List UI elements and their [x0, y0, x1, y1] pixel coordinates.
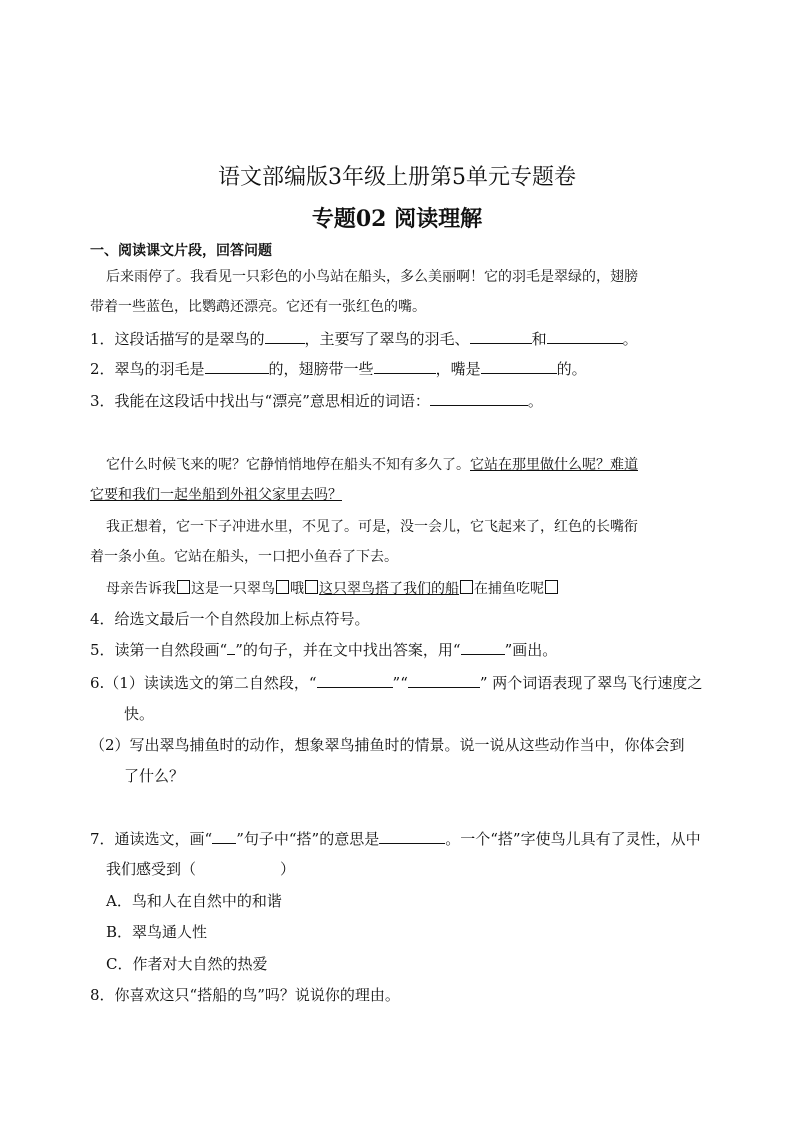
q7-text-a: 7．通读选文，画“ — [90, 830, 213, 848]
q5-text-b: ”的句子，并在文中找出答案，用“ — [235, 641, 461, 659]
question-6-part1 — [90, 672, 702, 693]
question-4: 4．给选文最后一个自然段加上标点符号。 — [90, 610, 370, 628]
q3-text-a: 3．我能在这段话中找出与“漂亮”意思相近的词语： — [90, 392, 430, 410]
q1-text-c: 和 — [531, 330, 547, 348]
passage2-p2-line1: 我正想着，它一下子冲进水里，不见了。可是，没一会儿，它飞起来了，红色的长嘴衔 — [106, 519, 638, 535]
passage1-line2: 带着一些蓝色，比鹦鹉还漂亮。它还有一张红色的嘴。 — [90, 299, 426, 315]
passage2-underlined-line2: 它要和我们一起坐船到外祖父家里去吗？ — [90, 487, 342, 503]
q1-text-a: 1．这段话描写的是翠鸟的 — [90, 330, 265, 348]
q7-option-b[interactable]: B．翠鸟通人性 — [106, 923, 208, 941]
q7-option-c[interactable]: C．作者对大自然的热爱 — [106, 955, 268, 973]
q6-text-d: 快。 — [124, 705, 155, 723]
q7-text-e: ） — [280, 860, 296, 878]
p3-text-a: 母亲告诉我 — [106, 581, 176, 597]
answer-blank[interactable] — [205, 359, 269, 374]
q6-text-c: ” 两个词语表现了翠鸟飞行速度之 — [479, 674, 703, 692]
q7-option-a[interactable]: A．鸟和人在自然中的和谐 — [106, 892, 282, 910]
answer-blank[interactable] — [470, 329, 532, 344]
underline-sample — [212, 829, 236, 844]
q2-text-b: 的，翅膀带一些 — [268, 360, 374, 378]
question-3 — [90, 390, 543, 411]
punctuation-box[interactable] — [177, 580, 190, 594]
q5-text-a: 5．读第一自然段画“ — [90, 641, 228, 659]
punctuation-box[interactable] — [305, 580, 318, 594]
p3-text-b: 这是一只翠鸟 — [191, 581, 275, 597]
q2-text-c: ，嘴是 — [435, 360, 481, 378]
passage2-p2-line2: 着一条小鱼。它站在船头，一口把小鱼吞了下去。 — [90, 549, 398, 565]
answer-blank[interactable] — [317, 673, 393, 688]
q2-text-d: 的。 — [556, 360, 587, 378]
answer-blank[interactable] — [481, 359, 557, 374]
p3-underlined-text: 这只翠鸟搭了我们的船 — [319, 581, 459, 597]
answer-blank[interactable] — [265, 329, 305, 344]
p3-text-e: 在捕鱼吃呢 — [474, 581, 544, 597]
answer-blank[interactable] — [408, 673, 480, 688]
question-2 — [90, 358, 587, 379]
q5-text-c: ”画出。 — [504, 641, 558, 659]
question-7 — [90, 828, 701, 849]
passage2-plain-text: 它什么时候飞来的呢？它静悄悄地停在船头不知有多久了。 — [106, 457, 470, 473]
document-title: 语文部编版3年级上册第5单元专题卷 — [218, 165, 576, 190]
q6-text-f: 了什么？ — [124, 767, 185, 785]
q6-text-a: 6.（1）读读选文的第二自然段，“ — [90, 674, 317, 692]
q6-text-b: ”“ — [392, 674, 408, 692]
passage2-line1 — [106, 454, 638, 474]
passage2-p3 — [106, 578, 559, 598]
q3-text-b: 。 — [527, 392, 543, 410]
punctuation-box[interactable] — [545, 580, 558, 594]
question-1 — [90, 328, 638, 349]
answer-blank[interactable] — [379, 829, 445, 844]
punctuation-box[interactable] — [276, 580, 289, 594]
passage2-underlined-text: 它站在那里做什么呢？难道 — [470, 457, 638, 473]
question-6-part2: （2）写出翠鸟捕鱼时的动作，想象翠鸟捕鱼时的情景。说一说从这些动作当中，你体会到 — [90, 736, 685, 754]
underline-sample — [461, 640, 505, 655]
section-heading: 一、阅读课文片段，回答问题 — [90, 243, 272, 259]
document-subtitle: 专题02 阅读理解 — [311, 206, 483, 232]
answer-blank[interactable] — [547, 329, 623, 344]
p3-text-c: 哦 — [290, 581, 304, 597]
q1-text-b: ，主要写了翠鸟的羽毛、 — [304, 330, 470, 348]
q2-text-a: 2．翠鸟的羽毛是 — [90, 360, 205, 378]
question-5 — [90, 639, 557, 660]
question-8: 8．你喜欢这只“搭船的鸟”吗？说说你的理由。 — [90, 986, 400, 1004]
q7-text-b: ”句子中“搭”的意思是 — [236, 830, 380, 848]
passage1-line1: 后来雨停了。我看见一只彩色的小鸟站在船头，多么美丽啊！它的羽毛是翠绿的，翅膀 — [106, 269, 638, 285]
q7-text-c: 。一个“搭”字使鸟儿具有了灵性，从中 — [445, 830, 701, 848]
question-7-line2 — [106, 858, 295, 879]
answer-blank[interactable] — [374, 359, 436, 374]
punctuation-box[interactable] — [460, 580, 473, 594]
answer-blank[interactable] — [430, 391, 528, 406]
q1-text-d: 。 — [622, 330, 638, 348]
q7-text-d: 我们感受到（ — [106, 860, 197, 878]
